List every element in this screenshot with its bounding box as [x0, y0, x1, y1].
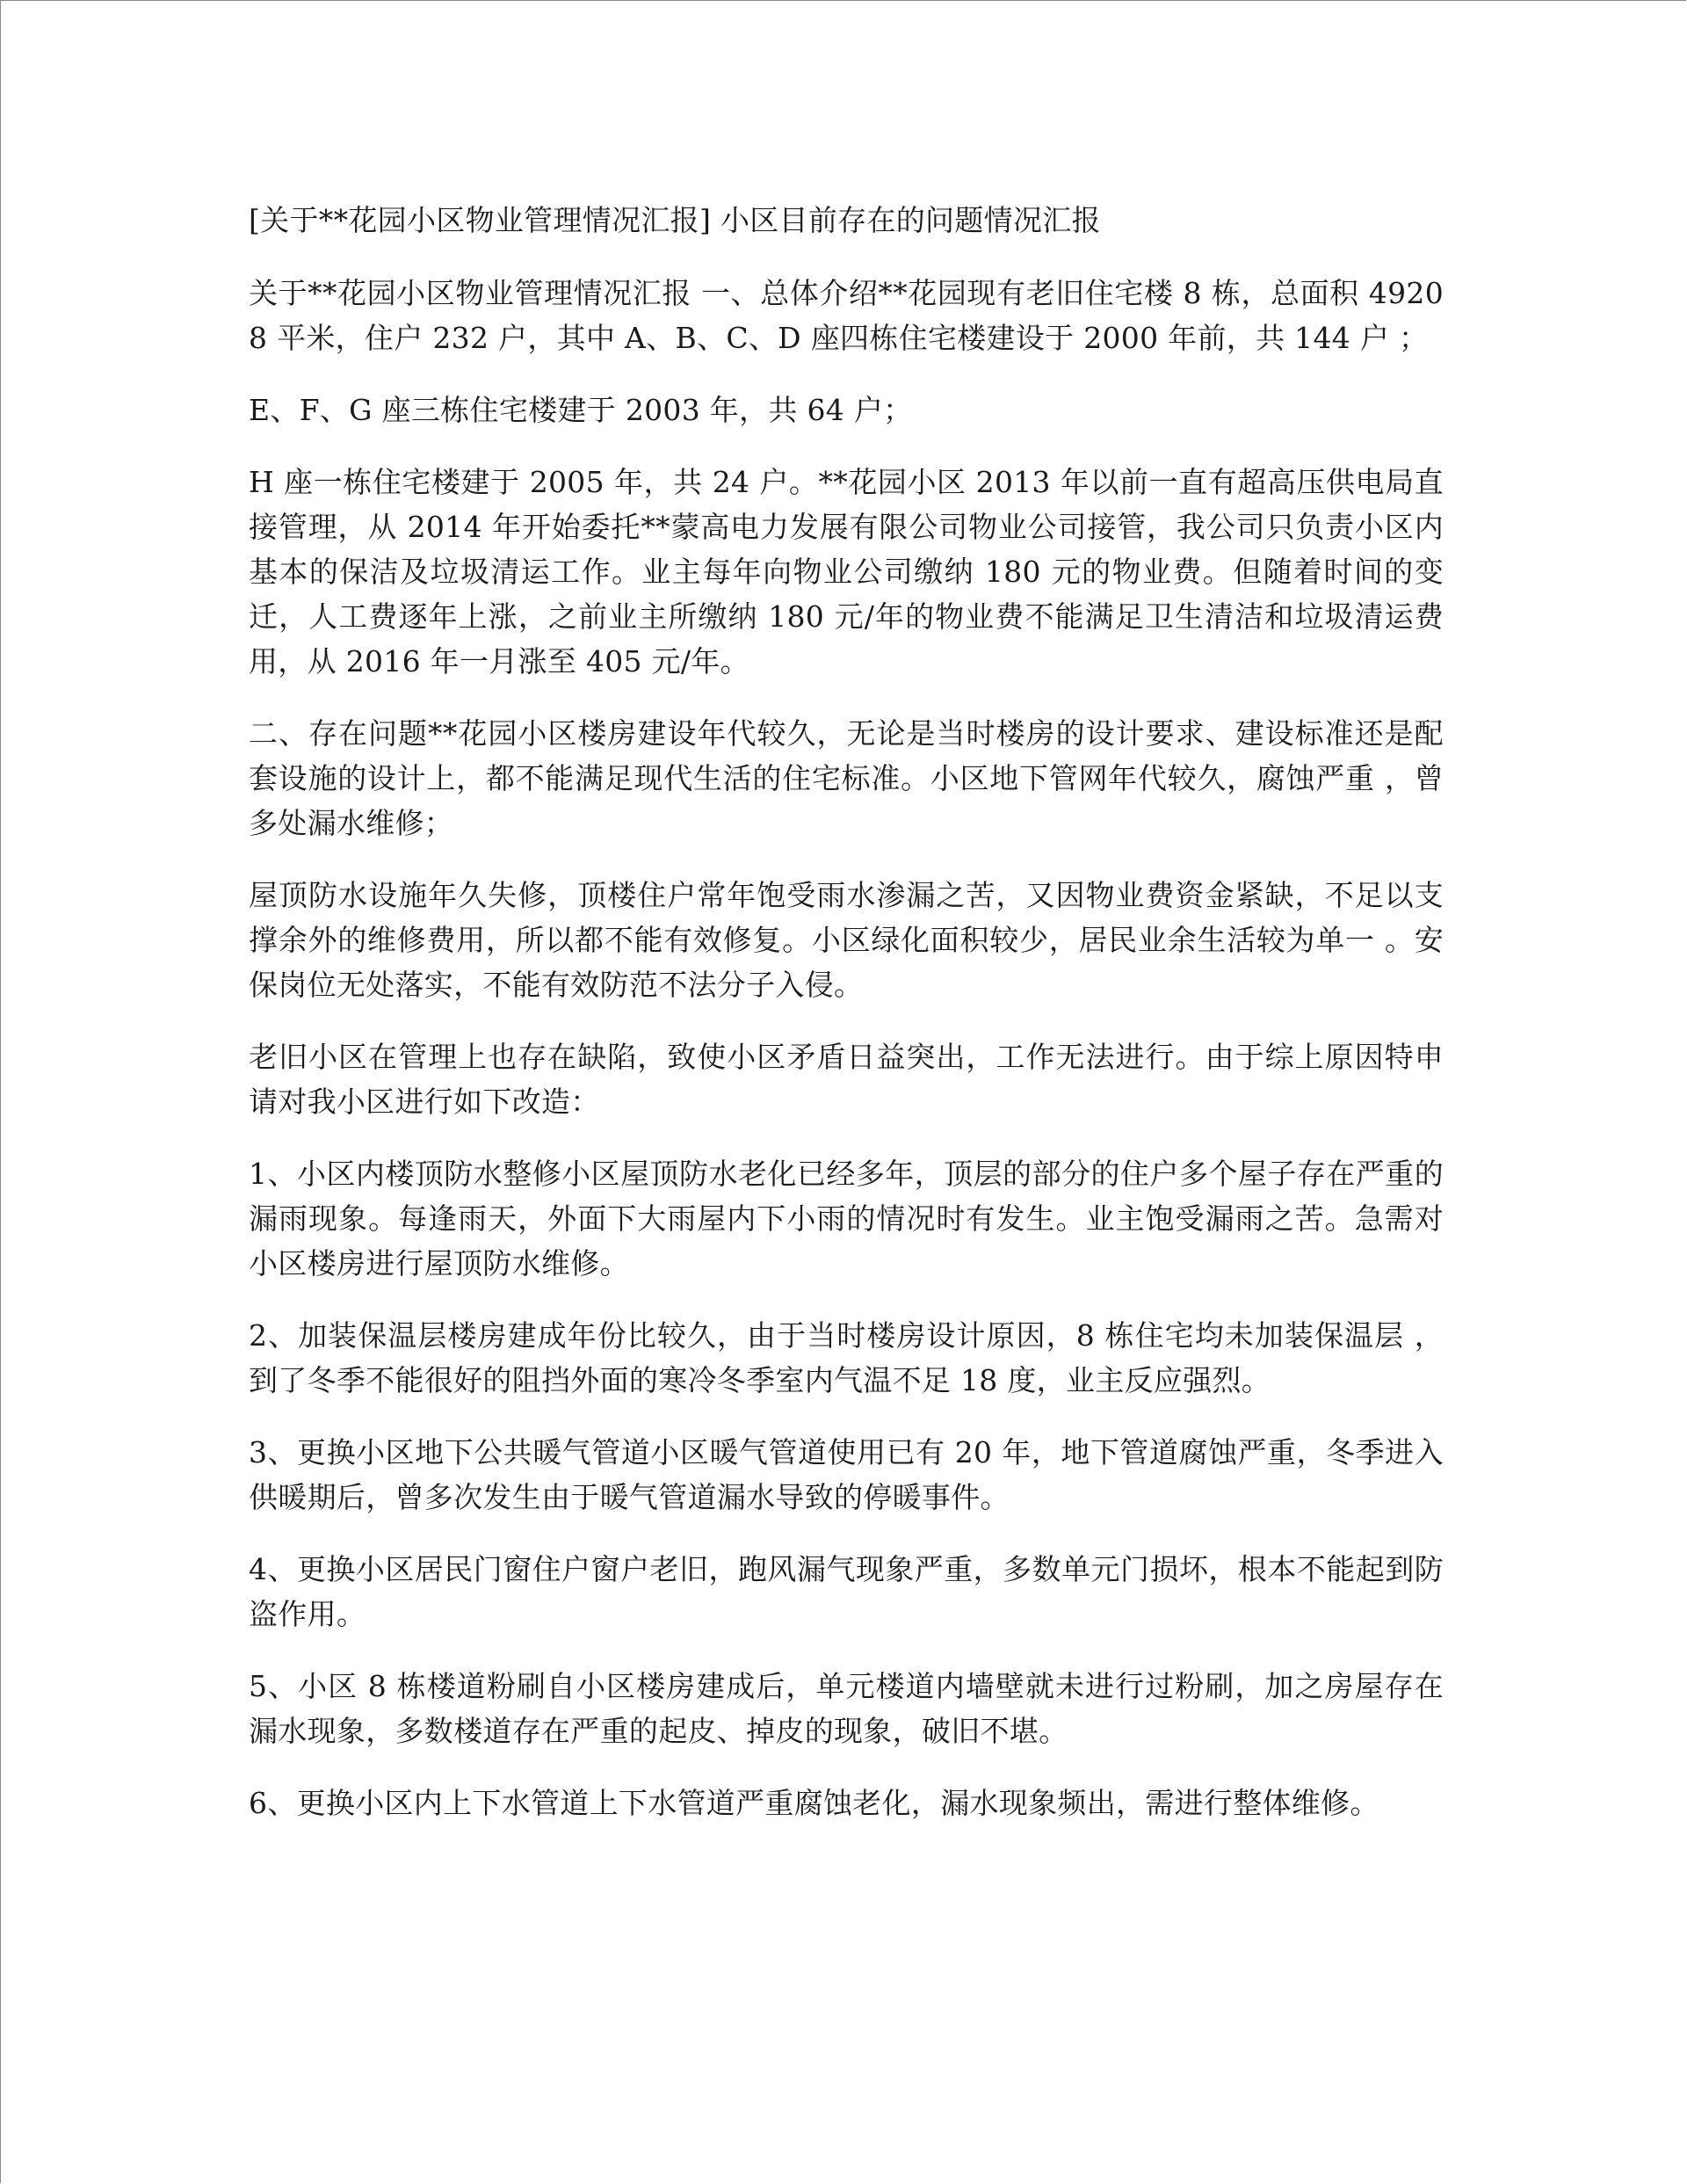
paragraph-buildings-efg: E、F、G 座三栋住宅楼建于 2003 年，共 64 户；: [249, 393, 913, 427]
paragraph-item-6-pipes: 6、更换小区内上下水管道上下水管道严重腐蚀老化，漏水现象频出，需进行整体维修。: [249, 1786, 1379, 1820]
page-title: [关于**花园小区物业管理情况汇报] 小区目前存在的问题情况汇报: [249, 203, 1101, 237]
paragraph-item-4-windows: 4、更换小区居民门窗住户窗户老旧，跑风漏气现象严重，多数单元门损坏，根本不能起到防盗作用。: [249, 1552, 1444, 1631]
paragraph-item-1-roof: 1、小区内楼顶防水整修小区屋顶防水老化已经多年，顶层的部分的住户多个屋子存在严重的漏雨现象。每逢雨天，外面下大雨屋内下小雨的情况时有发生。业主饱受漏雨之苦。急需对小区楼房进行屋顶防水维修。: [249, 1157, 1444, 1281]
paragraph-management: 老旧小区在管理上也存在缺陷，致使小区矛盾日益突出，工作无法进行。由于综上原因特申请对我小区进行如下改造：: [249, 1040, 1444, 1119]
paragraph-intro: 关于**花园小区物业管理情况汇报 一、总体介绍**花园现有老旧住宅楼 8 栋，总面积 49208 平米，住户 232 户，其中 A、B、C、D 座四栋住宅楼建设于 2000 年前，共 144 户 ；: [249, 276, 1444, 355]
paragraph-building-h-fees: H 座一栋住宅楼建于 2005 年，共 24 户。**花园小区 2013 年以前一直有超高压供电局直接管理，从 2014 年开始委托**蒙高电力发展有限公司物业公司接管，我公司只负责小区内基本的保洁及垃圾清运工作。业主每年向物业公司缴纳 180 元的物业费。但随着时间的变迁，人工费逐年上涨，之前业主所缴纳 180 元/年的物业费不能满足卫生清洁和垃圾清运费用，从 2016 年一月涨至 405 元/年。: [249, 465, 1444, 678]
paragraph-item-2-insulation: 2、加装保温层楼房建成年份比较久，由于当时楼房设计原因，8 栋住宅均未加装保温层 ，到了冬季不能很好的阻挡外面的寒冷冬季室内气温不足 18 度，业主反应强烈。: [249, 1318, 1444, 1397]
paragraph-item-3-heating: 3、更换小区地下公共暖气管道小区暖气管道使用已有 20 年，地下管道腐蚀严重，冬季进入供暖期后，曾多次发生由于暖气管道漏水导致的停暖事件。: [249, 1435, 1444, 1514]
paragraph-problems: 二、存在问题**花园小区楼房建设年代较久，无论是当时楼房的设计要求、建设标准还是配套设施的设计上，都不能满足现代生活的住宅标准。小区地下管网年代较久，腐蚀严重 ，曾多处漏水维修；: [249, 716, 1444, 840]
paragraph-item-5-painting: 5、小区 8 栋楼道粉刷自小区楼房建成后，单元楼道内墙壁就未进行过粉刷，加之房屋存在漏水现象，多数楼道存在严重的起皮、掉皮的现象，破旧不堪。: [249, 1669, 1444, 1748]
paragraph-roof-greening: 屋顶防水设施年久失修，顶楼住户常年饱受雨水渗漏之苦，又因物业费资金紧缺，不足以支撑余外的维修费用，所以都不能有效修复。小区绿化面积较少，居民业余生活较为单一 。安保岗位无处落实，不能有效防范不法分子入侵。: [249, 878, 1444, 1002]
document-body: [249, 198, 1444, 1853]
